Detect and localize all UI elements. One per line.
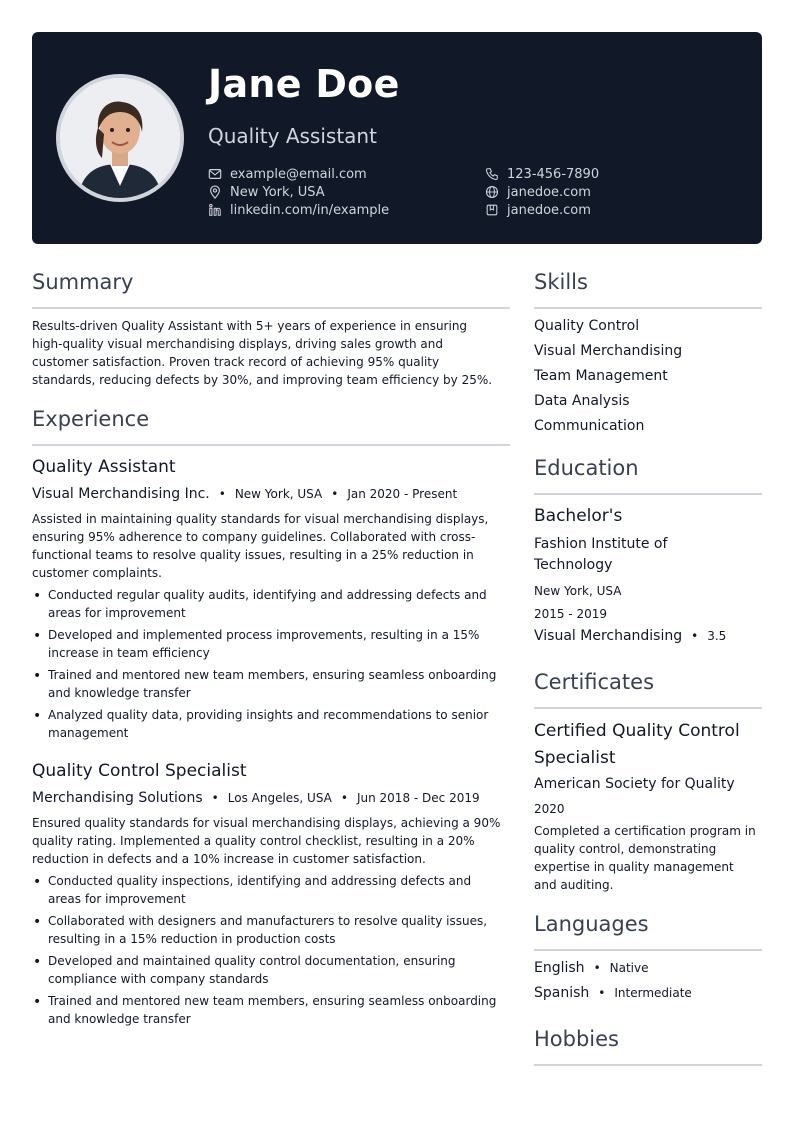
job-dates: Jun 2018 - Dec 2019 — [356, 791, 480, 805]
language-item — [534, 985, 692, 1001]
education-location: New York, USA — [534, 584, 622, 598]
resume-header — [32, 32, 762, 244]
education-dates: 2015 - 2019 — [534, 607, 608, 621]
job-company: Visual Merchandising Inc. — [32, 486, 210, 502]
description-line: Ensured quality standards for visual merchandising displays, achieving a 90% — [32, 816, 501, 830]
job-location: New York, USA — [234, 487, 323, 501]
description-line: functional teams to resolve quality issues, resulting in a 25% reduction in — [32, 548, 474, 562]
experience-heading: Experience — [32, 407, 150, 431]
summary-line: customer satisfaction. Proven track record of achieving 95% quality — [32, 355, 440, 369]
job-company: Merchandising Solutions — [32, 790, 203, 806]
bullet-item: • Trained and mentored new team members, ensuring seamless onboarding and knowledge transfer — [32, 666, 510, 702]
job-bullets — [32, 586, 510, 746]
description-line: Assisted in maintaining quality standards for visual merchandising displays, — [32, 512, 489, 526]
education-field: Visual Merchandising — [534, 628, 683, 644]
certificate-year: 2020 — [534, 802, 565, 816]
bullet-item: • Collaborated with designers and manufacturers to resolve quality issues, resulting in a 15% reduction in production costs — [32, 912, 510, 948]
contact-website[interactable] — [485, 183, 591, 201]
education-degree: Bachelor's — [534, 506, 623, 526]
separator-dot: • — [331, 487, 339, 501]
job-dates: Jan 2020 - Present — [347, 487, 458, 501]
bookmark-icon — [485, 203, 499, 217]
job-bullets — [32, 872, 510, 1032]
language-name: English — [534, 960, 585, 976]
summary-heading: Summary — [32, 270, 134, 294]
contact-portfolio-text: janedoe.com — [507, 202, 591, 218]
description-line: quality control, demonstrating — [534, 842, 717, 856]
education-heading: Education — [534, 456, 639, 480]
certificate-name-line: Certified Quality Control — [534, 721, 740, 741]
certificate-name — [534, 718, 762, 772]
bullet-item: • Conducted regular quality audits, identifying and addressing defects and areas for improvement — [32, 586, 510, 622]
skills-heading: Skills — [534, 270, 588, 294]
contact-linkedin[interactable] — [208, 201, 389, 219]
certificate-description — [534, 822, 762, 894]
languages-heading: Languages — [534, 912, 649, 936]
certificate-issuer: American Society for Quality — [534, 776, 735, 792]
description-line: quality rating. Implemented a quality control checklist, resulting in a 20% — [32, 834, 475, 848]
skill-item: Visual Merchandising — [534, 343, 683, 359]
globe-icon — [485, 185, 499, 199]
summary-line: high-quality visual merchandising displays, driving sales growth and — [32, 337, 444, 351]
hobbies-divider — [534, 1064, 762, 1066]
summary-line: standards, reducing defects by 30%, and improving team efficiency by 25%. — [32, 373, 493, 387]
school-line: Fashion Institute of — [534, 536, 668, 552]
contact-email-text: example@email.com — [230, 166, 367, 182]
job-role: Quality Control Specialist — [32, 761, 247, 781]
education-divider — [534, 493, 762, 495]
contact-email[interactable] — [208, 165, 367, 183]
skill-item: Quality Control — [534, 318, 640, 334]
language-item — [534, 960, 649, 976]
bullet-item: • Developed and implemented process improvements, resulting in a 15% increase in team efficiency — [32, 626, 510, 662]
contact-phone-text: 123-456-7890 — [507, 166, 600, 182]
skill-item: Team Management — [534, 368, 668, 384]
certificate-name-line: Specialist — [534, 748, 616, 768]
contact-phone[interactable] — [485, 165, 599, 183]
languages-divider — [534, 949, 762, 951]
language-level: Intermediate — [614, 986, 692, 1000]
contact-website-text: janedoe.com — [507, 184, 591, 200]
certificates-heading: Certificates — [534, 670, 655, 694]
skill-item: Communication — [534, 418, 645, 434]
contact-location — [208, 183, 325, 201]
candidate-name: Jane Doe — [208, 62, 400, 106]
certificates-divider — [534, 707, 762, 709]
experience-divider — [32, 444, 510, 446]
description-line: and auditing. — [534, 878, 614, 892]
job-company-line — [32, 486, 457, 502]
job-description — [32, 510, 510, 582]
candidate-title: Quality Assistant — [208, 124, 377, 148]
education-school — [534, 534, 762, 576]
contact-portfolio[interactable] — [485, 201, 591, 219]
mail-icon — [208, 167, 222, 181]
description-line: customer complaints. — [32, 566, 162, 580]
description-line: ensuring 95% adherence to company guidelines. Collaborated with cross- — [32, 530, 476, 544]
profile-photo — [56, 74, 184, 202]
language-name: Spanish — [534, 985, 590, 1001]
separator-dot: • — [691, 629, 699, 643]
description-line: Completed a certification program in — [534, 824, 756, 838]
person-avatar-icon — [60, 78, 180, 198]
separator-dot: • — [340, 791, 348, 805]
job-company-line — [32, 790, 480, 806]
job-description — [32, 814, 510, 868]
separator-dot: • — [593, 961, 601, 975]
linkedin-icon — [208, 203, 222, 217]
job-role: Quality Assistant — [32, 457, 176, 477]
school-line: Technology — [534, 557, 613, 573]
education-field-line — [534, 628, 726, 644]
separator-dot: • — [598, 986, 606, 1000]
summary-divider — [32, 307, 510, 309]
skills-divider — [534, 307, 762, 309]
bullet-item: • Conducted quality inspections, identifying and addressing defects and areas for improvement — [32, 872, 510, 908]
description-line: reduction in defects and a 10% increase in customer satisfaction. — [32, 852, 426, 866]
map-pin-icon — [208, 185, 222, 199]
contact-linkedin-text: linkedin.com/in/example — [230, 202, 390, 218]
phone-icon — [485, 167, 499, 181]
contact-location-text: New York, USA — [230, 184, 325, 200]
summary-text — [32, 317, 510, 389]
separator-dot: • — [218, 487, 226, 501]
bullet-item: • Analyzed quality data, providing insights and recommendations to senior management — [32, 706, 510, 742]
skill-item: Data Analysis — [534, 393, 630, 409]
bullet-item: • Trained and mentored new team members, ensuring seamless onboarding and knowledge transfer — [32, 992, 510, 1028]
bullet-item: • Developed and maintained quality control documentation, ensuring compliance with company standards — [32, 952, 510, 988]
description-line: expertise in quality management — [534, 860, 734, 874]
summary-line: Results-driven Quality Assistant with 5+ years of experience in ensuring — [32, 319, 468, 333]
education-gpa: 3.5 — [707, 629, 727, 643]
separator-dot: • — [211, 791, 219, 805]
hobbies-heading: Hobbies — [534, 1027, 619, 1051]
job-location: Los Angeles, USA — [227, 791, 332, 805]
language-level: Native — [609, 961, 649, 975]
